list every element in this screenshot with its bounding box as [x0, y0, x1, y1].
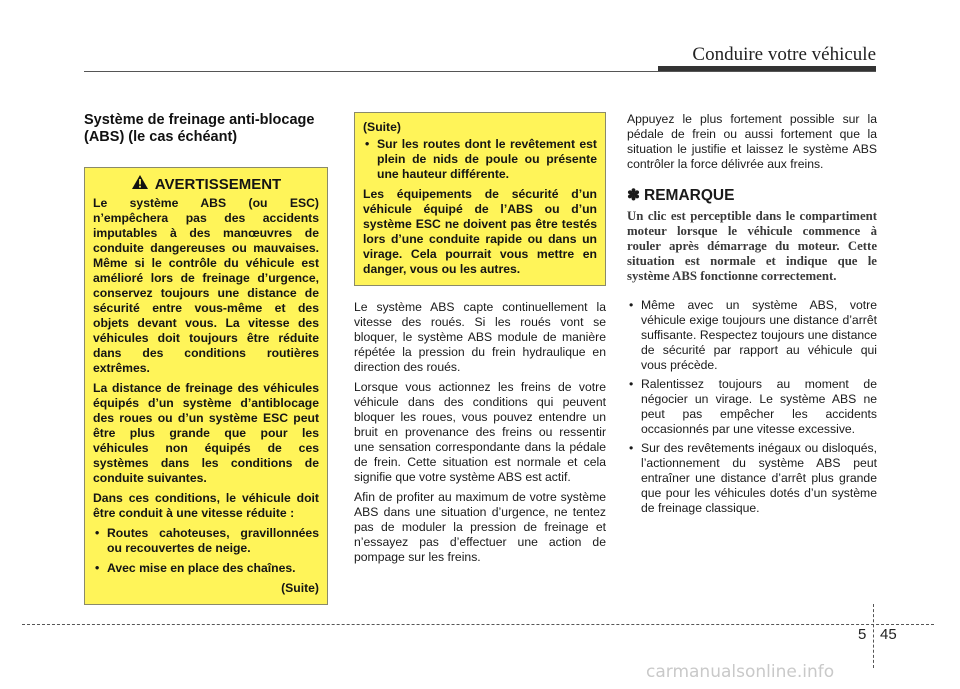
warning-paragraph: Le système ABS (ou ESC) n’empêchera pas des accidents imputables à des manœuvres de conduite dangereuses ou mauvaises. Même si le contrôle du véhicule est amélioré lors de freinage d’urgence, conservez toujours une distance de sécurité entre vous-même et des objets devant vous. La vitesse des véhicules doit toujours être réduite dans des conditions routières extrêmes. — [93, 196, 319, 375]
warning-bullet-list — [93, 526, 319, 576]
continued-bullet-list — [363, 137, 597, 182]
bullet-list — [627, 298, 877, 516]
page-number: 45 — [880, 626, 897, 643]
watermark: carmanualsonline.info — [646, 662, 835, 682]
note-text: Un clic est perceptible dans le compartiment moteur lorsque le véhicule commence à rouler après démarrage du moteur. Cette situation est normale et indique que le système ABS fonctionne correctement. — [627, 209, 877, 283]
column-right — [627, 112, 877, 520]
warning-box — [84, 167, 328, 605]
asterisk-icon: ✽ — [627, 187, 640, 204]
page-number-divider — [873, 604, 874, 668]
warning-triangle-icon — [131, 174, 149, 194]
warning-bullet: • Routes cahoteuses, gravillonnées ou recouvertes de neige. — [93, 526, 319, 556]
section-title: Système de freinage anti-blocage (ABS) (le cas échéant) — [84, 112, 315, 145]
continued-bullet: • Sur les routes dont le revêtement est plein de nids de poule ou présente une hauteur différente. — [363, 137, 597, 182]
note-header — [627, 186, 877, 205]
warning-bullet: • Avec mise en place des chaînes. — [93, 561, 319, 576]
chapter-header-title: Conduire votre véhicule — [692, 44, 876, 65]
warning-paragraph: La distance de freinage des véhicules équipés d’un système d’antiblocage des roues ou d’un système ESC peut être plus grande que pour les véhicules non équipés de ces systèmes dans les conditions de conduite suivantes. — [93, 381, 319, 485]
warning-title: AVERTISSEMENT — [154, 175, 282, 193]
list-item: • Ralentissez toujours au moment de négocier un virage. Le système ABS ne peut pas empêcher les accidents occasionnés par une vitesse excessive. — [627, 377, 877, 437]
list-item: • Même avec un système ABS, votre véhicule exige toujours une distance d’arrêt suffisante. Respectez toujours une distance de sécurité par rapport au véhicule qui vous précède. — [627, 298, 877, 373]
right-text — [627, 112, 877, 172]
chapter-number: 5 — [858, 626, 867, 643]
footer-rule — [22, 624, 934, 625]
warning-box-continued — [354, 112, 606, 286]
warning-header — [93, 174, 319, 194]
warning-paragraph: Dans ces conditions, le véhicule doit être conduit à une vitesse réduite : — [93, 491, 319, 520]
warning-continued-label: (Suite) — [281, 581, 319, 595]
list-item: • Sur des revêtements inégaux ou disloqués, l’actionnement du système ABS peut entraîner une distance d’arrêt plus grande que pour les véhicules dotés d’un système de freinage classique. — [627, 441, 877, 516]
continued-paragraph: Les équipements de sécurité d’un véhicule équipé de l’ABS ou d’un système ESC ne doivent pas être testés lors d’une conduite rapide ou dans un virage. Cela pourrait vous mettre en danger, vous ou les autres. — [363, 187, 597, 276]
body-paragraph: Afin de profiter au maximum de votre système ABS dans une situation d’urgence, ne tentez pas de moduler la pression de freinage et n’essayez pas d’effectuer une action de pompage sur les freins. — [354, 490, 606, 564]
body-paragraph: Appuyez le plus fortement possible sur la pédale de frein ou aussi fortement que la situation le justifie et laissez le système ABS contrôler la force délivrée aux freins. — [627, 112, 877, 171]
column-left — [84, 112, 328, 605]
body-paragraph: Lorsque vous actionnez les freins de votre véhicule dans des conditions qui peuvent bloquer les roues, vous pouvez entendre un bruit en provenance des freins ou ressentir une sensation correspondante dans la pédale de frein. Cette situation est normale et cela signifie que votre système ABS est actif. — [354, 380, 606, 484]
header-rule — [84, 71, 876, 72]
body-paragraph: Le système ABS capte continuellement la vitesse des roués. Si les roués vont se bloquer, le système ABS module de manière répétée la pression du frein hydraulique en direction des roués. — [354, 300, 606, 374]
column-middle — [354, 112, 606, 570]
note-title: REMARQUE — [644, 186, 735, 204]
continued-label: (Suite) — [363, 120, 401, 134]
body-text — [354, 300, 606, 565]
